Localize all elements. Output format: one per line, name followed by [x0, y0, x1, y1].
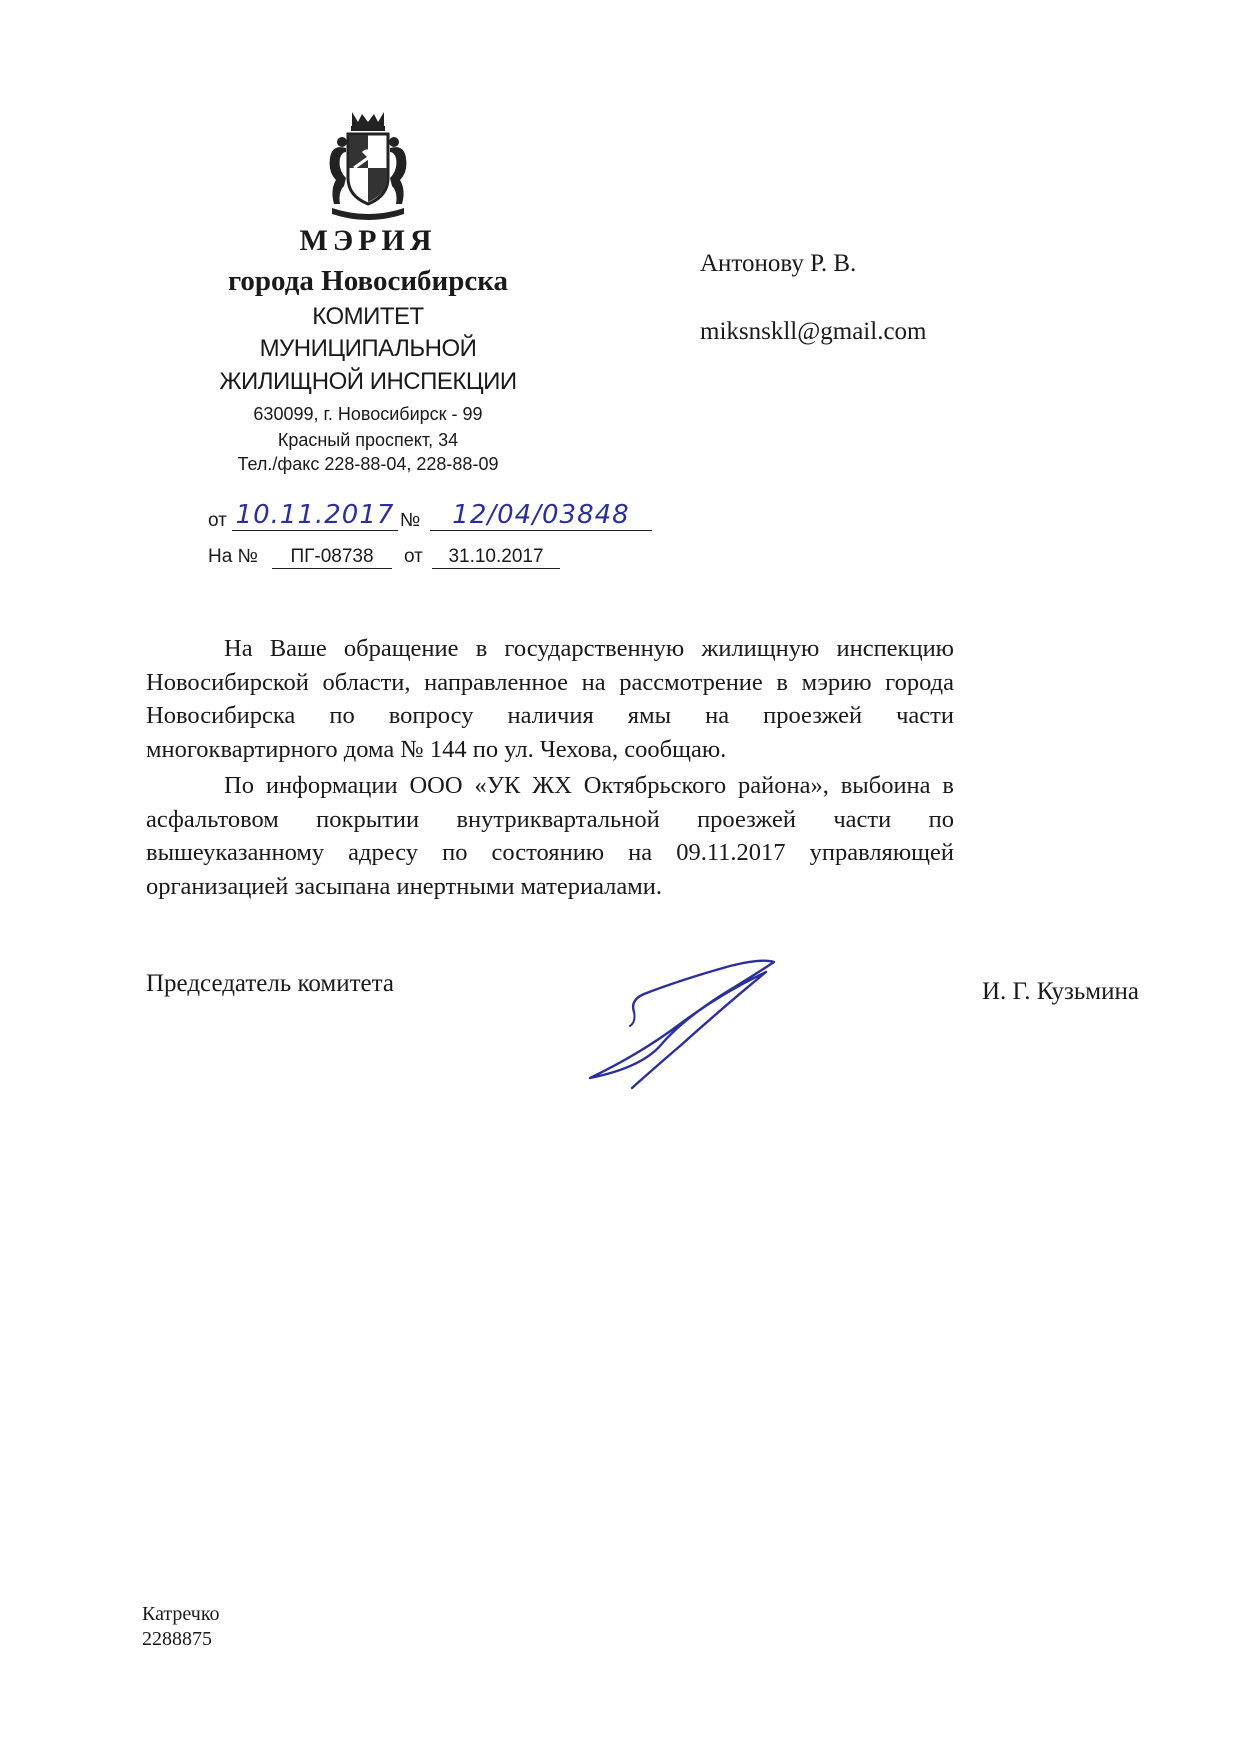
- number-label: №: [400, 510, 421, 531]
- from-label: от: [208, 510, 227, 531]
- body-paragraph: По информации ООО «УК ЖХ Октябрьского района», выбоина в асфальтовом покрытии внутриквартальной проезжей части по вышеуказанному адресу по состоянию на 09.11.2017 управляющей организацией засыпана инертными материалами.: [146, 772, 954, 900]
- reply-reference-line: [208, 540, 668, 574]
- address-line: 630099, г. Новосибирск - 99: [253, 404, 483, 424]
- letterhead-city: города Новосибирска: [227, 265, 509, 297]
- executor-phone: 2288875: [142, 1628, 212, 1650]
- reply-date: 31.10.2017: [432, 546, 560, 569]
- handwritten-signature-icon: [570, 950, 800, 1100]
- reply-label: На №: [208, 546, 258, 567]
- committee-line: КОМИТЕТ: [312, 303, 424, 330]
- address-line: Тел./факс 228-88-04, 228-88-09: [237, 454, 499, 474]
- executor-name: Катречко: [142, 1603, 220, 1625]
- recipient-name: Антонову Р. В.: [700, 250, 857, 277]
- letterhead-title: МЭРИЯ: [299, 224, 437, 257]
- reply-from-label: от: [404, 546, 423, 567]
- letter-body: [146, 632, 954, 906]
- signatory-title: Председатель комитета: [146, 970, 394, 997]
- reply-number: ПГ-08738: [272, 546, 392, 569]
- address-line: Красный проспект, 34: [277, 430, 459, 450]
- committee-line: ЖИЛИЩНОЙ ИНСПЕКЦИИ: [219, 368, 517, 395]
- committee-line: МУНИЦИПАЛЬНОЙ: [259, 335, 477, 362]
- signatory-name: И. Г. Кузьмина: [982, 978, 1139, 1005]
- recipient-email: miksnskll@gmail.com: [700, 318, 927, 345]
- registration-number: 12/04/03848: [430, 500, 652, 531]
- registration-date: 10.11.2017: [232, 500, 398, 531]
- coat-of-arms-icon: [318, 108, 418, 226]
- body-paragraph: На Ваше обращение в государственную жилищную инспекцию Новосибирской области, направленное на рассмотрение в мэрию города Новосибирска по вопросу наличия ямы на проезжей части многоквартирного дома № 144 по ул. Чехова, сообщаю.: [146, 635, 954, 763]
- registration-line: [208, 500, 668, 536]
